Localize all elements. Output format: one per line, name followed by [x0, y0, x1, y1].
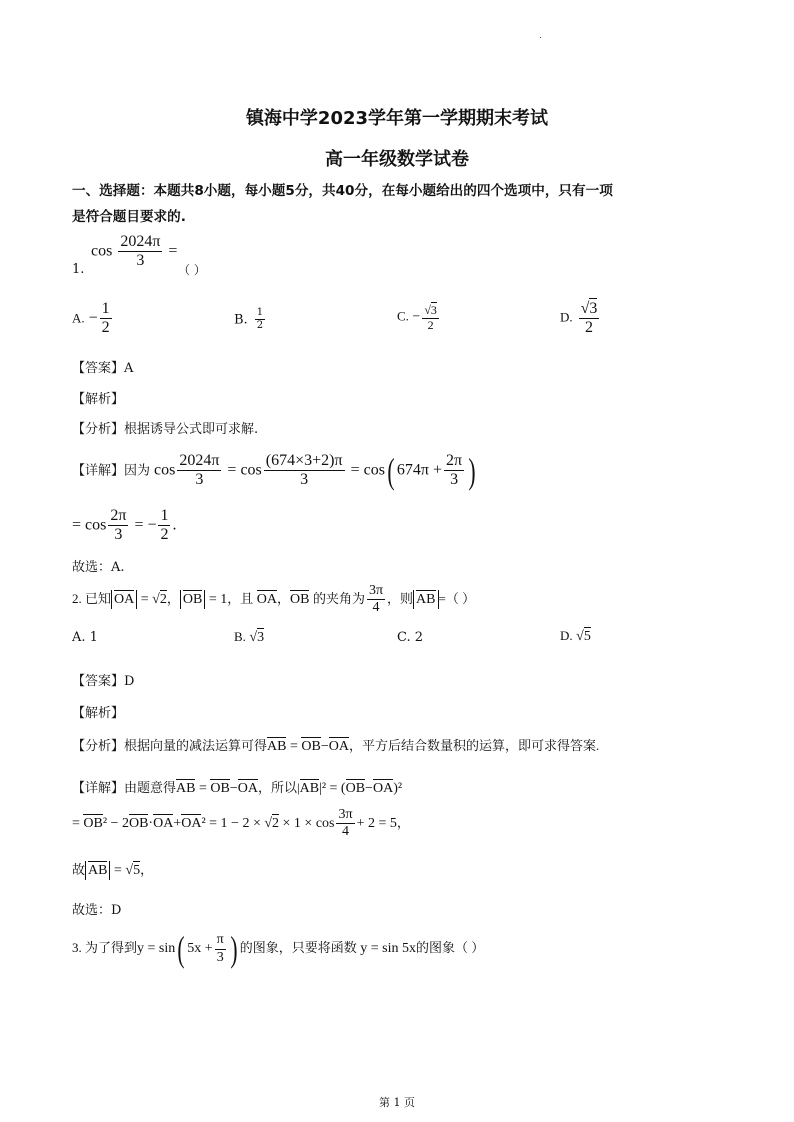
- q1-d2-num: 2π: [108, 507, 128, 526]
- q1-d1-num3: 2π: [444, 452, 464, 471]
- q2-b-label: B.: [234, 629, 246, 644]
- q3-post: 的图象（ ）: [415, 940, 485, 956]
- q1-d2-num2: 1: [158, 507, 170, 526]
- q1-d2-den: 3: [114, 526, 123, 544]
- q2-l3-ab: AB: [88, 863, 108, 878]
- q2-eq-sqrt: =: [140, 591, 149, 607]
- q2-ob: OB: [182, 591, 203, 607]
- q1-d1-lparen: (: [387, 450, 395, 491]
- q2-detail-line2: = OB² − 2OB·OA+OA² = 1 − 2 × √2 × 1 × cos $\frac{3\pi}{4}$ + 2 = 5，: [72, 807, 410, 840]
- q2-oa: OA: [114, 591, 135, 607]
- q1-b-label: B.: [234, 312, 248, 328]
- q1-num: 2024π: [118, 233, 162, 252]
- q2-d-val: 5: [583, 629, 591, 644]
- q1-eq: =: [168, 242, 178, 260]
- q2-l2-end: ，: [396, 814, 410, 830]
- q1-d2-frac2: [158, 507, 170, 545]
- q1-d-num: 3: [589, 300, 598, 317]
- q1-a-frac: [100, 300, 112, 338]
- q1-d1-num2: (674×3+2)π: [264, 452, 345, 471]
- q2-l2-ob: OB: [83, 815, 103, 831]
- q1-d1-frac1: [177, 452, 221, 490]
- q3-y-eq: y = sin: [137, 941, 176, 957]
- q2-jiexi: 【解析】: [72, 706, 125, 721]
- q1-b-den: 2: [256, 319, 264, 331]
- q2-analysis-ob: OB: [301, 739, 321, 754]
- q2-l3-end: ，: [140, 862, 154, 877]
- q1-d1-cos1: cos: [154, 461, 176, 479]
- q1-d1-eq1: =: [227, 461, 237, 479]
- q1-c-label: C.: [397, 308, 409, 324]
- q1-d2-end: .: [172, 516, 177, 534]
- q2-analysis-eq: =: [289, 739, 298, 754]
- q2-detail-oa: OA: [237, 781, 258, 796]
- title-line1: 镇海中学2023学年第一学期期末考试: [245, 108, 549, 129]
- page-number: 第 1 页: [379, 1096, 415, 1109]
- q1-choose: 故选：A.: [72, 560, 125, 575]
- q2-abs-ob: [180, 590, 205, 609]
- q1-d1-frac3: [444, 452, 464, 490]
- q1-d1-cos2: cos: [240, 461, 262, 479]
- q1-option-b: [234, 307, 267, 331]
- q1-detail-line1: [72, 452, 478, 490]
- q2-detail-minus2: −: [365, 781, 373, 796]
- q2-comma1: ，: [166, 590, 180, 606]
- q2-l3-sqrt: 5: [133, 863, 141, 878]
- q2-l2-t2: ² = 1 − 2 ×: [201, 815, 261, 831]
- q2-l2-eq: =: [72, 815, 80, 831]
- q2-l2-plus: +: [173, 815, 182, 831]
- q1-answer: 【答案】A: [72, 361, 134, 376]
- q2-detail-so: ，所以|: [257, 780, 300, 795]
- q2-l2-oa2: OA: [181, 815, 202, 831]
- q2-detail-pre: 【详解】由题意得: [72, 780, 177, 795]
- q2-then: ，则: [387, 590, 414, 606]
- q2-analysis-pre: 【分析】根据向量的减法运算可得: [72, 738, 268, 753]
- q1-a-sign: −: [88, 309, 98, 327]
- q2-detail-ob2: OB: [345, 781, 366, 796]
- q1-c-num-wrap: √3: [424, 303, 437, 317]
- scan-dot: [540, 37, 541, 38]
- q2-detail-ab: AB: [176, 781, 196, 796]
- q2-answer: 【答案】D: [72, 674, 135, 689]
- q2-stem-pre: 2. 已知: [72, 590, 112, 606]
- q1-d2-frac1: [108, 507, 128, 545]
- q3-mid: 的图象，只要将函数: [239, 940, 357, 956]
- q2-detail-close: )²: [393, 781, 403, 796]
- q3-rparen: ): [230, 929, 238, 969]
- q2-l2-dot: ·: [148, 815, 154, 831]
- q1-c-frac: [422, 302, 439, 333]
- q1-a-label: A.: [72, 310, 85, 326]
- q1-d-den: 2: [585, 319, 594, 337]
- q1-fraction: [118, 233, 162, 271]
- q2-eq1: = 1: [208, 591, 228, 607]
- q1-cos: cos: [91, 242, 113, 260]
- q1-stem-formula: [91, 233, 177, 271]
- q1-d1-den2: 3: [300, 471, 309, 489]
- q2-detail-oa2: OA: [372, 781, 394, 796]
- q2-comma2: ，: [276, 590, 290, 606]
- q1-analysis: 【分析】根据诱导公式即可求解.: [72, 422, 259, 437]
- q3-frac: [215, 932, 226, 965]
- q1-option-c: [397, 302, 441, 333]
- q2-l2-t3: × 1 × cos: [282, 815, 335, 831]
- q1-d1-num1: 2024π: [177, 452, 221, 471]
- q2-option-a: A. 1: [72, 630, 98, 645]
- q1-d-label: D.: [560, 309, 573, 325]
- q2-l3-abs-ab: [85, 861, 110, 880]
- q2-detail-ab2: AB: [299, 781, 320, 796]
- q2-abs-oa: [111, 590, 137, 609]
- q2-oa2: OA: [256, 591, 277, 607]
- q2-d-label: D.: [560, 628, 573, 643]
- q2-eq-blank: =（ ）: [438, 590, 476, 606]
- q3-func: y = sin 5x: [360, 941, 416, 957]
- q2-analysis-ab: AB: [267, 739, 287, 754]
- q2-detail-eq: =: [198, 781, 207, 796]
- q3-stem-pre: 3. 为了得到: [72, 940, 138, 956]
- q1-blank: （ ）: [178, 263, 206, 277]
- q2-abs-ab: [413, 590, 438, 609]
- q2-angle-frac: [367, 583, 385, 616]
- q2-l2-den: 4: [342, 824, 350, 840]
- q3-num: π: [215, 932, 226, 949]
- q2-sqrt2: 2: [159, 591, 167, 607]
- q3-lparen: (: [177, 929, 185, 969]
- q1-a-den: 2: [101, 319, 110, 337]
- q2-ob2: OB: [289, 591, 310, 607]
- q2-option-b: B. √3: [234, 629, 265, 645]
- q1-d1-inner: 674π +: [396, 461, 443, 479]
- q1-d1-frac2: [264, 452, 345, 490]
- q1-option-a: [72, 300, 114, 338]
- q2-analysis-post: ，平方后结合数量积的运算，即可求得答案.: [348, 738, 600, 753]
- q1-d1-den1: 3: [195, 471, 204, 489]
- q2-l2-ob2: OB: [128, 815, 149, 831]
- q2-analysis-minus: −: [320, 739, 329, 754]
- q2-l2-sqrt: 2: [272, 815, 280, 831]
- q2-option-c: C. 2: [397, 630, 424, 645]
- q1-number: 1.: [72, 262, 85, 277]
- q3-stem: [72, 931, 484, 967]
- section-heading-line2: 是符合题目要求的.: [72, 209, 186, 225]
- q1-d1-den3: 3: [450, 471, 459, 489]
- q1-c-sign: −: [412, 309, 421, 325]
- q1-c-num: 3: [430, 303, 437, 317]
- q1-c-den: 2: [427, 317, 434, 332]
- q1-b-frac: [255, 307, 265, 331]
- q2-analysis-oa: OA: [328, 739, 349, 754]
- q2-detail-line1: [72, 777, 402, 797]
- q1-d2-eq: = cos: [72, 516, 107, 534]
- q2-ab: AB: [416, 591, 436, 607]
- q1-b-num: 1: [256, 307, 264, 318]
- q3-den: 3: [216, 949, 224, 965]
- q2-l3-pre: 故: [72, 862, 86, 877]
- q1-d1-rparen: ): [468, 450, 476, 491]
- q1-d1-cos3: cos: [363, 461, 385, 479]
- q2-analysis: [72, 735, 599, 755]
- q2-l2-frac: [336, 807, 354, 840]
- q1-option-d: [560, 298, 601, 338]
- q2-l2-t1: ² − 2: [102, 815, 129, 831]
- q2-detail-line3: 故 AB = √5，: [72, 862, 154, 878]
- q1-d-frac: [579, 298, 600, 338]
- q2-detail-sq: |² = (: [319, 781, 346, 796]
- q2-l3-eq: =: [113, 863, 122, 878]
- title-line2: 高一年级数学试卷: [325, 149, 469, 170]
- q2-b-val: 3: [257, 630, 265, 645]
- q1-jiexi: 【解析】: [72, 392, 125, 407]
- q2-angle-text: 的夹角为: [312, 590, 365, 606]
- q2-option-d: D. √5: [560, 628, 591, 644]
- q2-choose: 故选：D: [72, 903, 122, 918]
- q2-l2-oa: OA: [153, 815, 174, 831]
- q2-detail-ob: OB: [210, 781, 230, 796]
- q2-detail-minus: −: [229, 781, 238, 796]
- q2-and: ，且: [227, 590, 254, 606]
- q1-a-num: 1: [100, 300, 112, 319]
- q3-inner: 5x +: [187, 941, 213, 957]
- q2-angle-num: 3π: [367, 583, 385, 600]
- q2-l2-t4: + 2 = 5: [356, 815, 397, 831]
- q2-angle-den: 4: [372, 600, 380, 616]
- section-heading-line1: 一、选择题：本题共8小题，每小题5分，共40分，在每小题给出的四个选项中，只有一项: [72, 183, 613, 199]
- q1-den: 3: [136, 252, 145, 270]
- q1-detail-label: 【详解】因为: [72, 462, 151, 478]
- q1-d2-den2: 2: [160, 526, 169, 544]
- q1-detail-line2: [72, 507, 176, 545]
- q2-stem: 2. 已知 OA = √2， OB = 1，且 OA，OB 的夹角为 $\frac{3\pi}{4}$ ，则 AB =（ ）: [72, 583, 476, 616]
- q1-d-num-wrap: √3: [579, 298, 600, 319]
- q2-l2-num: 3π: [336, 807, 354, 824]
- q1-d2-mid: = −: [134, 516, 157, 534]
- q1-d1-eq2: =: [350, 461, 360, 479]
